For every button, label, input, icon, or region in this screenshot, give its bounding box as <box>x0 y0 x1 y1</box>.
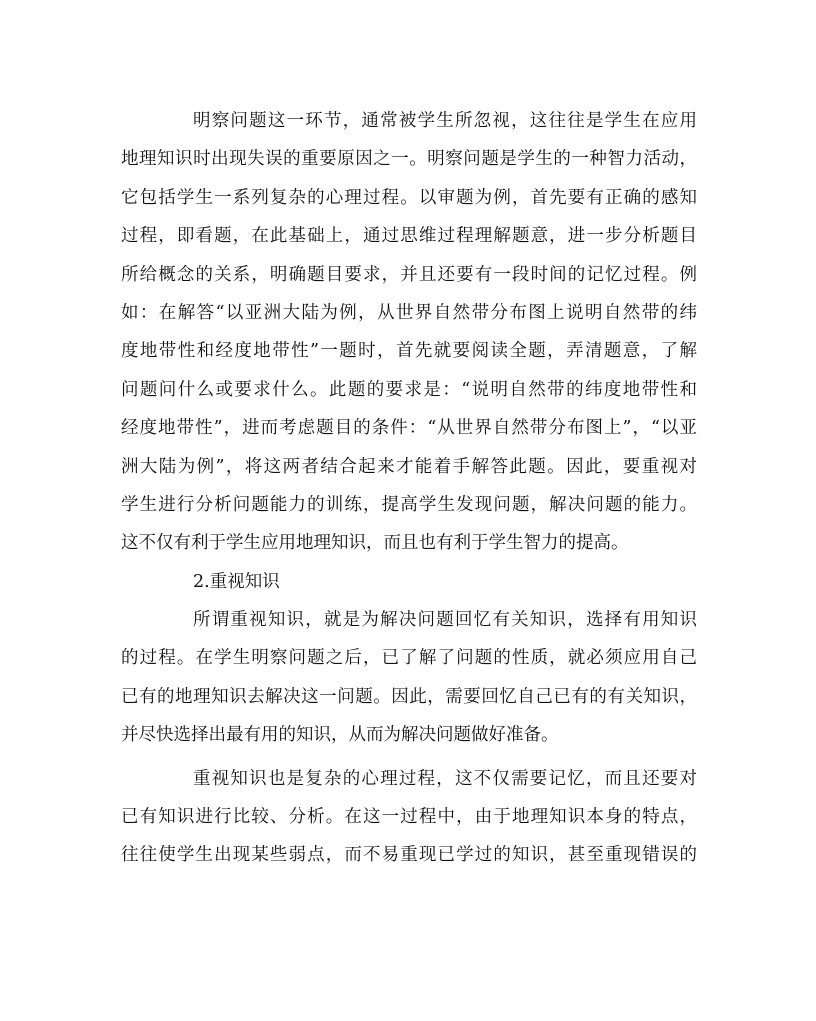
text-line: 洲大陆为例”，将这两者结合起来才能着手解答此题。因此，要重视对 <box>121 456 697 477</box>
text-line: 它包括学生一系列复杂的心理过程。以审题为例，首先要有正确的感知 <box>121 187 697 208</box>
text-line: 重视知识也是复杂的心理过程，这不仅需要记忆，而且还要对 <box>193 768 697 789</box>
text-line: 已有的地理知识去解决这一问题。因此，需要回忆自己已有的有关知识， <box>121 686 697 707</box>
text-line: 明察问题这一环节，通常被学生所忽视，这往往是学生在应用 <box>193 111 697 131</box>
text-line: 所给概念的关系，明确题目要求，并且还要有一段时间的记忆过程。例 <box>121 264 697 285</box>
text-line: 问题问什么或要求什么。此题的要求是：“说明自然带的纬度地带性和 <box>121 379 697 400</box>
text-line: 如：在解答“以亚洲大陆为例，从世界自然带分布图上说明自然带的纬 <box>121 302 697 323</box>
text-line: 这不仅有利于学生应用地理知识，而且也有利于学生智力的提高。 <box>121 533 629 554</box>
text-line: 度地带性和经度地带性”一题时，首先就要阅读全题，弄清题意，了解 <box>121 341 697 362</box>
paragraph-1 <box>121 102 697 563</box>
paragraph-2 <box>121 601 697 755</box>
text-line: 已有知识进行比较、分析。在这一过程中，由于地理知识本身的特点， <box>121 807 697 828</box>
text-line: 并尽快选择出最有用的知识，从而为解决问题做好准备。 <box>121 725 559 746</box>
text-line: 地理知识时出现失误的重要原因之一。明察问题是学生的一种智力活动， <box>121 149 697 170</box>
document-body <box>121 102 697 875</box>
paragraph-3 <box>121 760 697 875</box>
text-line: 所谓重视知识，就是为解决问题回忆有关知识，选择有用知识 <box>193 610 697 631</box>
text-line: 过程，即看题，在此基础上，通过思维过程理解题意，进一步分析题目 <box>121 226 697 247</box>
text-line: 学生进行分析问题能力的训练，提高学生发现问题，解决问题的能力。 <box>121 494 697 515</box>
text-line: 的过程。在学生明察问题之后，已了解了问题的性质，就必须应用自己 <box>121 648 697 669</box>
text-line: 经度地带性”，进而考虑题目的条件：“从世界自然带分布图上”，“以亚 <box>121 418 697 439</box>
section-heading: 2.重视知识 <box>193 571 280 592</box>
text-line: 往往使学生出现某些弱点，而不易重现已学过的知识，甚至重现错误的 <box>121 845 697 866</box>
